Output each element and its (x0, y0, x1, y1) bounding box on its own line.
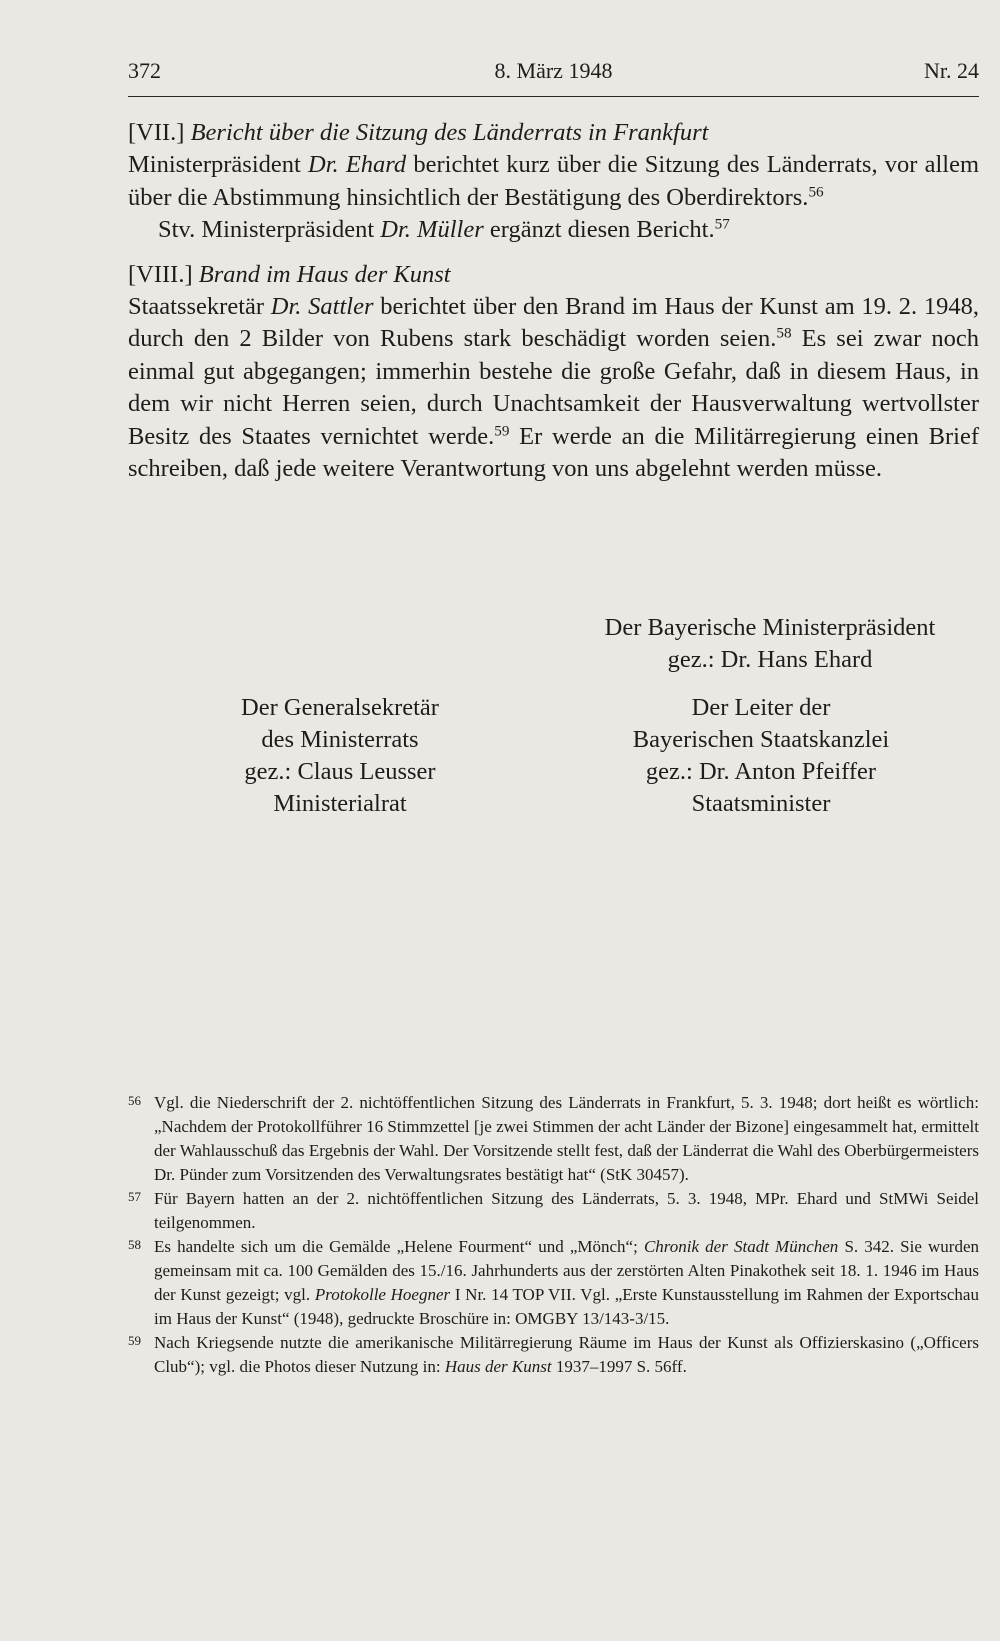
section-roman-viii: [VIII.] (128, 260, 193, 288)
footnote-citation: Protokolle Hoegner (314, 1285, 451, 1304)
text-run: ergänzt diesen Bericht. (483, 216, 715, 244)
text-run: Staatssekretär (128, 293, 271, 321)
footnotes (128, 1091, 979, 1379)
section-title-viii: Brand im Haus der Kunst (198, 260, 451, 288)
footnote-text: Vgl. die Niederschrift der 2. nichtöffentlichen Sitzung des Länderrats in Frankfurt, 5. 3. 1948; dort heißt es wörtlich: „Nachdem der Protokollführer 16 Stimmzettel [je zwei Stimmen der acht Länder der Bizone] eingesammelt hat, ermittelt der Wahlausschuß das Ergebnis der Wahl. Der Vorsitzende stellt fest, daß der Länderrat die Wahl des Oberbürgermeisters Dr. Pünder zum Vorsitzenden des Verwaltungsrates bestätigt hat“ (StK 30457). (154, 1093, 979, 1184)
signature-line: Der Leiter der (691, 694, 831, 721)
paragraph (128, 149, 979, 214)
section-title-vii: Bericht über die Sitzung des Länderrats in Frankfurt (190, 119, 709, 146)
section-roman-vii: [VII.] (128, 119, 185, 146)
footnote-text: S. 342. Sie wurden gemeinsam mit ca. 100 Gemälden des 15./16. Jahrhunderts aus der zerstörten Alten Pinakothek seit 18. 1. 1946 im Haus der Kunst gezeigt; vgl. (154, 1237, 979, 1304)
text-run: Ministerpräsident (128, 151, 309, 179)
signature-line: Bayerischen Staatskanzlei (632, 726, 890, 753)
signature-line: gez.: Dr. Anton Pfeiffer (645, 758, 877, 785)
footnote-57 (128, 1187, 979, 1235)
text-run: berichtet kurz über die Sitzung des Länderrats, vor allem über die Abstimmung hinsichtlich der Bestätigung des Oberdirektors. (128, 151, 980, 211)
footnote-58 (128, 1235, 979, 1331)
footnote-text: Es handelte sich um die Gemälde „Helene Fourment“ und „Mönch“; (154, 1237, 644, 1256)
text-run: Es sei zwar noch einmal gut abgegangen; immerhin bestehe die große Gefahr, daß in diesem Haus, in dem wir nicht Herren seien, durch Unachtsamkeit der Hausverwaltung wertvollster Besitz des Staates vernichtet werde. (128, 325, 979, 450)
footnote-citation: Haus der Kunst (444, 1357, 552, 1376)
document-number: Nr. 24 (924, 58, 979, 83)
footnote-text: 1937–1997 S. 56ff. (551, 1357, 687, 1376)
page-number: 372 (128, 58, 161, 83)
footnote-ref: 59 (494, 422, 510, 440)
signature-line: gez.: Claus Leusser (244, 758, 436, 785)
footnote-text: Nach Kriegsende nutzte die amerikanische Militärregierung Räume im Haus der Kunst als Offizierskasino („Officers Club“); vgl. die Photos dieser Nutzung in: (154, 1333, 979, 1376)
signature-line: Der Generalsekretär (241, 694, 439, 721)
signature-staatskanzlei (583, 692, 939, 820)
signature-line: Ministerialrat (273, 790, 407, 817)
footnote-citation: Chronik der Stadt München (643, 1237, 839, 1256)
footnote-ref: 57 (714, 215, 730, 233)
signature-generalsekretaer (172, 692, 508, 820)
footnote-ref: 56 (808, 183, 824, 201)
signature-line: Staatsminister (691, 790, 831, 817)
footnote-number: 56 (128, 1093, 141, 1108)
paragraph (128, 214, 979, 246)
header-date: 8. März 1948 (494, 58, 613, 83)
signature-line: gez.: Dr. Hans Ehard (667, 646, 873, 673)
text-run: berichtet über den Brand im Haus der Kunst am 19. 2. 1948, durch den 2 Bilder von Rubens stark beschädigt worden seien. (128, 293, 979, 353)
signature-line: Der Bayerische Ministerpräsident (604, 614, 936, 641)
footnote-ref: 58 (776, 325, 792, 343)
footnote-number: 59 (128, 1333, 141, 1348)
footnote-56 (128, 1091, 979, 1187)
person-name: Dr. Müller (380, 216, 484, 244)
footnote-number: 57 (128, 1189, 141, 1204)
signature-line: des Ministerrats (261, 726, 419, 753)
text-run: Stv. Ministerpräsident (158, 216, 381, 244)
person-name: Dr. Ehard (308, 151, 407, 179)
footnote-text: I Nr. 14 TOP VII. Vgl. „Erste Kunstausstellung im Rahmen der Exportschau im Haus der Kunst“ (1948), gedruckte Broschüre in: OMGBY 13/143-3/15. (154, 1285, 979, 1328)
signature-ministerpraesident (560, 612, 980, 676)
footnote-text: Für Bayern hatten an der 2. nichtöffentlichen Sitzung des Länderrats, 5. 3. 1948, MPr. Ehard und StMWi Seidel teilgenommen. (154, 1189, 979, 1232)
footnote-59 (128, 1331, 979, 1379)
footnote-number: 58 (128, 1237, 141, 1252)
running-header (128, 58, 979, 92)
paragraph (128, 291, 979, 485)
section-heading-vii (128, 117, 979, 149)
section-heading-viii (128, 259, 979, 291)
person-name: Dr. Sattler (270, 293, 374, 321)
main-text (128, 117, 979, 485)
header-rule (128, 96, 979, 97)
text-run: Er werde an die Militärregierung einen Brief schreiben, daß jede weitere Verantwortung von uns abgelehnt werden müsse. (128, 422, 979, 483)
